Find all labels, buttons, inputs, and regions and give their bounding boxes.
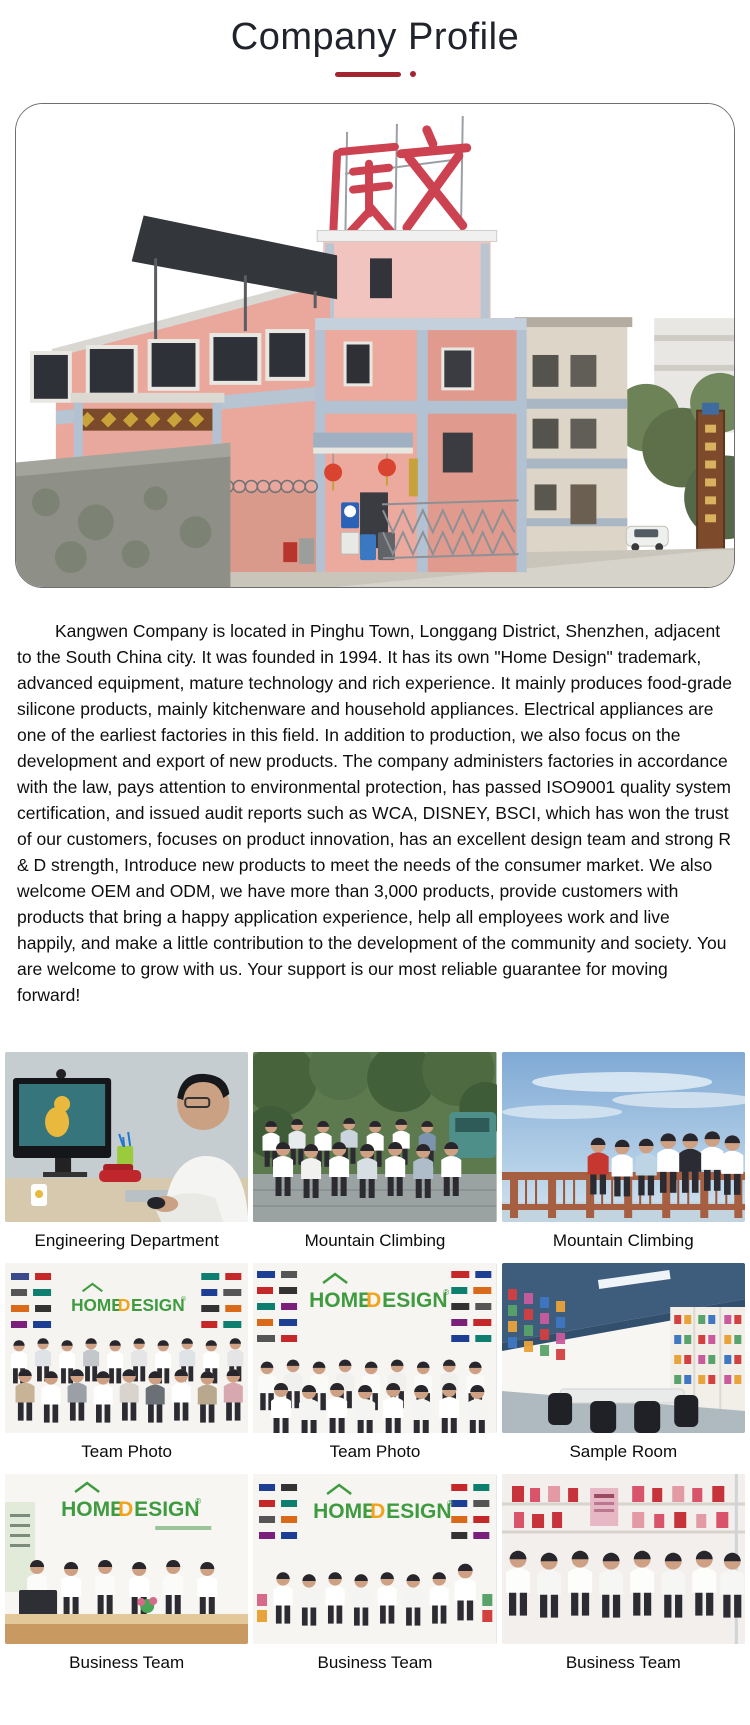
photo-caption: Business Team [565, 1653, 681, 1672]
photo-caption: Team Photo [81, 1442, 173, 1461]
business-team-2-graphic [253, 1474, 496, 1644]
photo-caption: Sample Room [569, 1442, 678, 1461]
title-underline [0, 70, 750, 78]
sample-room-graphic [502, 1263, 745, 1433]
factory-building-graphic [16, 104, 734, 587]
mountain-climbing-forest-graphic [253, 1052, 496, 1222]
page-title: Company Profile [230, 16, 520, 58]
team-photo-1-graphic [5, 1263, 248, 1433]
gallery-item [502, 1052, 745, 1251]
photo-caption: Mountain Climbing [304, 1231, 446, 1250]
gallery-item [502, 1474, 745, 1673]
gallery-item [253, 1474, 496, 1673]
photo-caption: Business Team [69, 1653, 185, 1672]
underline-bar-icon [335, 72, 401, 77]
photo-business-team-1 [5, 1474, 248, 1644]
gallery-item [253, 1052, 496, 1251]
photo-caption: Team Photo [329, 1442, 421, 1461]
underline-dot-icon [410, 71, 416, 77]
photo-mountain-climbing-1 [253, 1052, 496, 1222]
photo-caption: Engineering Department [34, 1231, 219, 1250]
photo-team-1 [5, 1263, 248, 1433]
photo-caption: Business Team [317, 1653, 433, 1672]
photo-caption: Mountain Climbing [552, 1231, 694, 1250]
mountain-climbing-sky-graphic [502, 1052, 745, 1222]
team-photo-2-graphic [253, 1263, 496, 1433]
factory-building-photo [15, 103, 735, 588]
photo-business-team-2 [253, 1474, 496, 1644]
gallery-item [5, 1052, 248, 1251]
photo-engineering-department [5, 1052, 248, 1222]
company-profile-page [0, 16, 750, 1703]
business-team-3-graphic [502, 1474, 745, 1644]
photo-team-2 [253, 1263, 496, 1433]
photo-gallery [0, 1052, 750, 1703]
company-description: Kangwen Company is located in Pinghu Town, Longgang District, Shenzhen, adjacent to the South China city. It was founded in 1994. It has its own "Home Design" trademark, advanced equipment, mature technology and rich experience. It mainly produces food-grade silicone products, mainly kitchenware and household appliances. Electrical appliances are one of the earliest factories in this field. In addition to production, we also focus on the development and export of new products. The company administers factories in accordance with the law, pays attention to environmental protection, has passed ISO9001 quality system certification, and issued audit reports such as WCA, DISNEY, BSCI, which has won the trust of our customers, focuses on product innovation, has an excellent design team and strong R & D strength, Introduce new products to meet the needs of the consumer market. We also welcome OEM and ODM, we have more than 3,000 products, provide customers with products that bring a happy application experience, help all employees work and live happily, and make a little contribution to the development of the community and society. You are welcome to grow with us. Your support is our most reliable guarantee for moving forward! [17, 621, 733, 1005]
engineering-department-graphic [5, 1052, 248, 1222]
gallery-item [5, 1263, 248, 1462]
business-team-1-graphic [5, 1474, 248, 1644]
gallery-item [502, 1263, 745, 1462]
gallery-item [253, 1263, 496, 1462]
photo-business-team-3 [502, 1474, 745, 1644]
gallery-item [5, 1474, 248, 1673]
photo-sample-room [502, 1263, 745, 1433]
photo-mountain-climbing-2 [502, 1052, 745, 1222]
